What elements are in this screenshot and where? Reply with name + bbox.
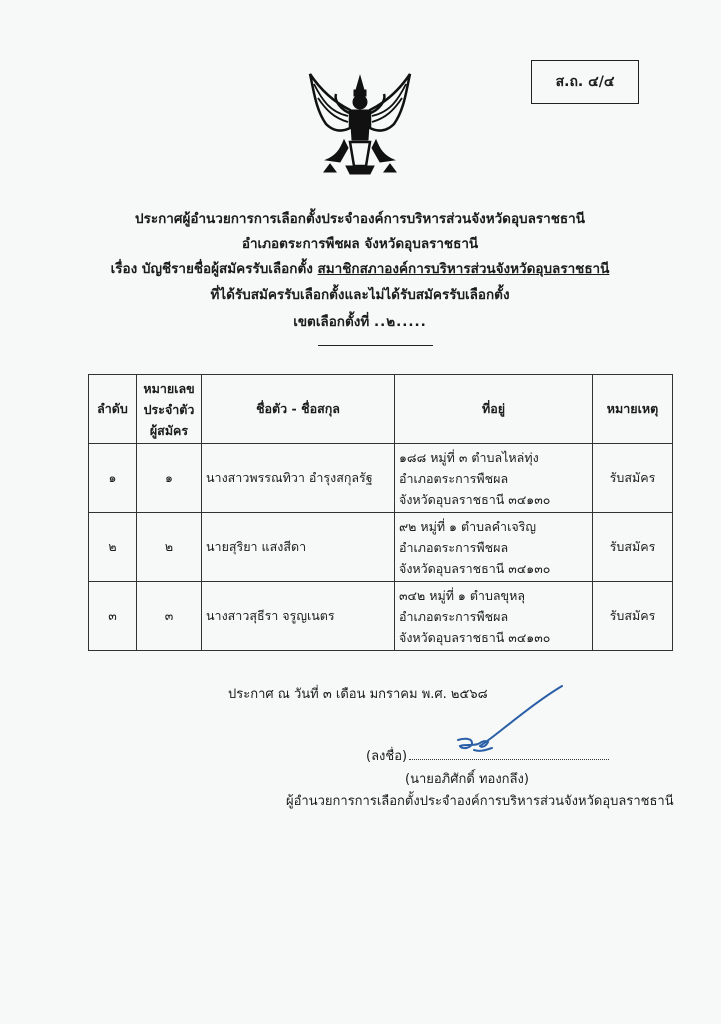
heading-constituency bbox=[60, 310, 660, 332]
garuda-emblem-icon bbox=[300, 70, 420, 182]
row-address: ๑๘๘ หมู่ที่ ๓ ตำบลไหล่ทุ่ง อำเภอตระการพืชผล จังหวัดอุบลราชธานี ๓๔๑๓๐ bbox=[395, 444, 593, 513]
row-remark: รับสมัคร bbox=[593, 513, 673, 582]
candidate-table bbox=[88, 374, 673, 651]
row-remark: รับสมัคร bbox=[593, 582, 673, 651]
table-row bbox=[89, 444, 673, 513]
table-row bbox=[89, 513, 673, 582]
signer-name: (นายอภิศักดิ์ ทองกลึง) bbox=[405, 772, 529, 787]
row-order: ๑ bbox=[89, 444, 137, 513]
row-name: นายสุริยา แสงสีดา bbox=[202, 513, 395, 582]
subject-position: สมาชิกสภาองค์การบริหารส่วนจังหวัดอุบลราชธานี bbox=[317, 261, 610, 277]
header-address: ที่อยู่ bbox=[395, 375, 593, 444]
table-header-row bbox=[89, 375, 673, 444]
form-code-box: ส.ถ. ๔/๔ bbox=[531, 60, 639, 104]
row-name: นางสาวพรรณทิวา อำรุงสกุลรัฐ bbox=[202, 444, 395, 513]
row-candidate-number: ๒ bbox=[137, 513, 202, 582]
table-row bbox=[89, 582, 673, 651]
signature-line bbox=[366, 745, 609, 766]
heading-district: อำเภอตระการพืชผล จังหวัดอุบลราชธานี bbox=[241, 236, 479, 252]
row-name: นางสาวสุธีรา จรูญเนตร bbox=[202, 582, 395, 651]
signature-dotted-line bbox=[409, 747, 609, 760]
header-name: ชื่อตัว - ชื่อสกุล bbox=[202, 375, 395, 444]
subject-prefix: เรื่อง บัญชีรายชื่อผู้สมัครรับเลือกตั้ง bbox=[110, 261, 313, 277]
signature-label: (ลงชื่อ) bbox=[366, 749, 408, 764]
row-order: ๓ bbox=[89, 582, 137, 651]
constituency-label: เขตเลือกตั้งที่ bbox=[293, 314, 370, 330]
heading-divider bbox=[318, 345, 433, 346]
signer-position: ผู้อำนวยการการเลือกตั้งประจำองค์การบริหารส่วนจังหวัดอุบลราชธานี bbox=[286, 794, 674, 809]
row-address: ๓๔๒ หมู่ที่ ๑ ตำบลขุหลุ อำเภอตระการพืชผล จังหวัดอุบลราชธานี ๓๔๑๓๐ bbox=[395, 582, 593, 651]
heading-status: ที่ได้รับสมัครรับเลือกตั้งและไม่ได้รับสมัครรับเลือกตั้ง bbox=[210, 287, 510, 303]
row-candidate-number: ๑ bbox=[137, 444, 202, 513]
header-order: ลำดับ bbox=[89, 375, 137, 444]
row-order: ๒ bbox=[89, 513, 137, 582]
announcement-date: ประกาศ ณ วันที่ ๓ เดือน มกราคม พ.ศ. ๒๕๖๘ bbox=[228, 687, 488, 702]
heading-subject bbox=[60, 257, 660, 279]
constituency-number: ..๒..... bbox=[373, 314, 427, 330]
header-candidate-number: หมายเลข ประจำตัว ผู้สมัคร bbox=[137, 375, 202, 444]
row-remark: รับสมัคร bbox=[593, 444, 673, 513]
heading-announcement: ประกาศผู้อำนวยการการเลือกตั้งประจำองค์การบริหารส่วนจังหวัดอุบลราชธานี bbox=[135, 211, 585, 227]
row-address: ๙๒ หมู่ที่ ๑ ตำบลคำเจริญ อำเภอตระการพืชผล จังหวัดอุบลราชธานี ๓๔๑๓๐ bbox=[395, 513, 593, 582]
row-candidate-number: ๓ bbox=[137, 582, 202, 651]
header-remark: หมายเหตุ bbox=[593, 375, 673, 444]
